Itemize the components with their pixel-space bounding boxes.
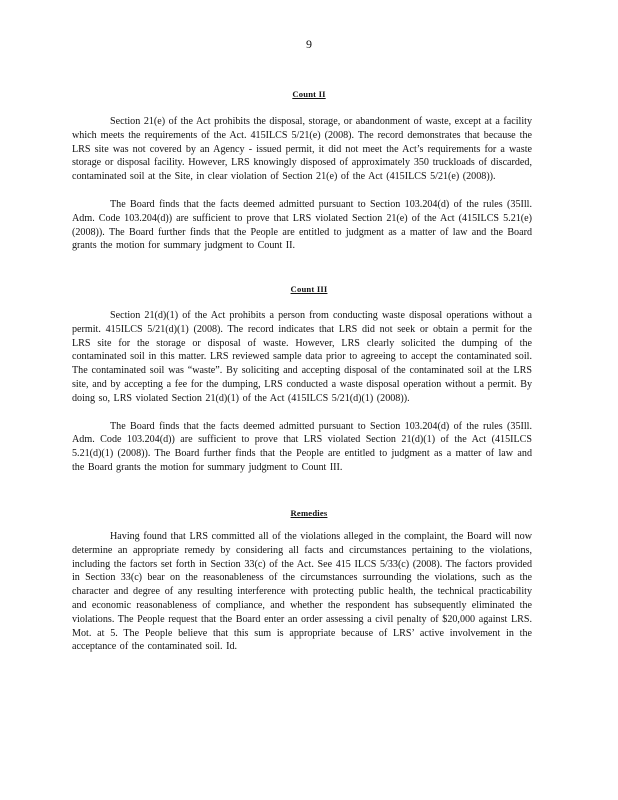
count-iii-paragraph-2: The Board finds that the facts deemed admitted pursuant to Section 103.204(d) of the rules (35Ill. Adm. Code 103.204(d)) are sufficient to prove that LRS violated Section 21(d)(1) of the Act (415ILCS 5.21(d)(1) (2008)). The Board further finds that the People are entitled to judgment as a matter of law and the Board grants the motion for summary judgment to Count III. (72, 420, 532, 473)
heading-remedies: Remedies (290, 508, 328, 518)
page-number: 9 (306, 37, 312, 51)
count-ii-body (72, 115, 532, 253)
count-iii-body (72, 309, 532, 475)
count-ii-paragraph-1: Section 21(e) of the Act prohibits the disposal, storage, or abandonment of waste, except at a facility which meets the requirements of the Act. 415ILCS 5/21(e) (2008). The record demonstrates that because the LRS site was not covered by an Agency - issued permit, it did not meet the Act’s requirements for a waste storage or disposal facility. However, LRS knowingly disposed of approximately 350 truckloads of discarded, contaminated soil at the Site, in clear violation of Section 21(e) of the Act (415ILCS 5/21(e) (2008)). (72, 116, 532, 183)
heading-count-iii: Count III (290, 284, 328, 294)
count-iii-paragraph-1: Section 21(d)(1) of the Act prohibits a person from conducting waste disposal operations without a permit. 415ILCS 5/21(d)(1) (2008). The record indicates that LRS did not seek or obtain a permit for the LRS site for the storage or disposal of waste. However, LRS clearly solicited the dumping of the contaminated soil in this matter. LRS reviewed sample data prior to agreeing to accept the contaminated soil. The contaminated soil was “waste”. By soliciting and accepting disposal of the contaminated soil at the LRS site, and by accepting a fee for the dumping, LRS conducted a waste disposal operation without a permit. By doing so, LRS violated Section 21(d)(1) of the Act (415ILCS 5/21(d)(1) (2008)). (72, 310, 532, 404)
heading-count-ii: Count II (292, 89, 326, 99)
remedies-paragraph-1: Having found that LRS committed all of the violations alleged in the complaint, the Board will now determine an appropriate remedy by considering all facts and circumstances pertaining to the violations, including the factors set forth in Section 33(c) of the Act. See 415 ILCS 5/33(c) (2008). The factors provided in Section 33(c) bear on the reasonableness of the circumstances surrounding the violations, such as the character and degree of any resulting interference with protecting public health, the technical practicability and economic reasonableness of compliance, and whether the respondent has subsequently eliminated the violations. The People request that the Board enter an order assessing a civil penalty of $20,000 against LRS. Mot. at 5. The People believe that this sum is appropriate because of LRS’ active involvement in the acceptance of the contaminated soil. Id. (72, 531, 532, 653)
count-ii-paragraph-2: The Board finds that the facts deemed admitted pursuant to Section 103.204(d) of the rules (35Ill. Adm. Code 103.204(d)) are sufficient to prove that LRS violated Section 21(e) of the Act (415ILCS 5.21(e) (2008)). The Board further finds that the People are entitled to judgment as a matter of law and the Board grants the motion for summary judgment to Count II. (72, 198, 532, 252)
remedies-body (72, 530, 532, 654)
